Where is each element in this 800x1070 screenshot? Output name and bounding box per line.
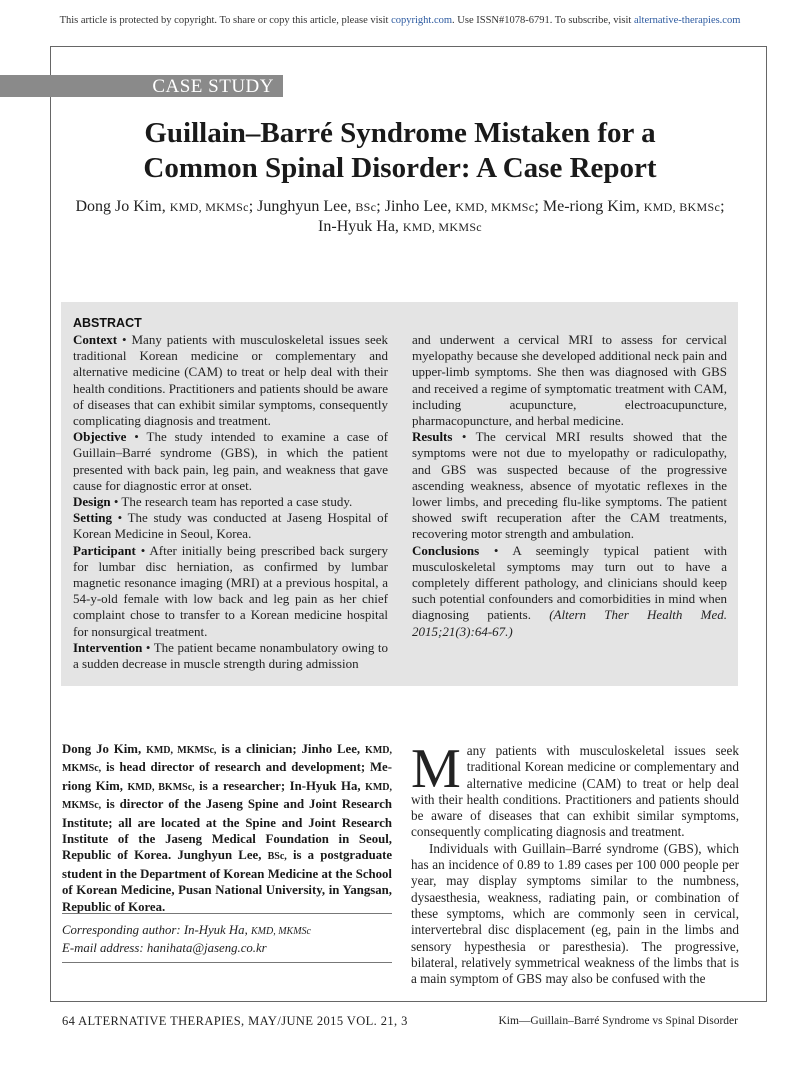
- bio-name: Jinho Lee,: [301, 742, 361, 756]
- bio-text: is a postgraduate student in the Department of Korean Medicine at the School of Korean Medicine, Pusan National University, in Yangsan, Republic of Korea.: [62, 848, 393, 914]
- text-results: The cervical MRI results showed that the symptoms were not due to myelopathy or radiculopathy, and GBS was suspected because of the progressive ascending weakness, absence of myotatic reflexes in the lower limbs, and preceding flu-like symptoms. The patient showed swift recuperation after the CAM treatments, recovering motor strength and ambulation.: [412, 429, 727, 542]
- subscribe-link[interactable]: alternative-therapies.com: [633, 15, 741, 26]
- notice-text-mid: . Use ISSN#1078-6791. To subscribe, visit: [452, 15, 634, 26]
- label-context: Context: [73, 332, 118, 347]
- author-degrees: KMD, MKMSc: [169, 200, 249, 214]
- article-title: [60, 116, 740, 186]
- bio-name: Dong Jo Kim,: [62, 742, 142, 756]
- bio-degrees: KMD, MKMSc,: [62, 745, 392, 775]
- bio-degrees: BSc,: [267, 851, 287, 863]
- text-design: The research team has reported a case study.: [121, 494, 353, 510]
- citation: (Altern Ther Health Med. 2015;21(3):64-67.): [412, 607, 727, 639]
- text-intervention-left: The patient became nonambulatory owing to a sudden decrease in muscle strength during admission: [73, 639, 388, 672]
- bio-degrees: KMD, MKMSc,: [62, 781, 393, 812]
- author-degrees: KMD, MKMSc: [402, 220, 482, 234]
- bio-degrees: KMD, BKMSc,: [127, 781, 195, 793]
- abstract-intervention-cont: and underwent a cervical MRI to assess for cervical myelopathy because she developed additional neck pain and upper-limb symptoms. She then was diagnosed with GBS and received a regime of symptomatic treatment with CAM, including acupuncture, electroacupuncture, pharmacopuncture, and herbal medicine.: [412, 332, 727, 429]
- title-line-2: Common Spinal Disorder: A Case Report: [143, 152, 657, 184]
- abstract-column-right: [412, 332, 727, 640]
- abstract-conclusions: Conclusions • A seemingly typical patient with musculoskeletal symptoms may turn out to have a completely different pathology, and clinicians should keep such potential confounders and comorbidities in mind when diagnosing patients. (Altern Ther Health Med. 2015;21(3):64-67.): [412, 542, 727, 639]
- author-degrees: KMD, MKMSc: [455, 200, 535, 214]
- abstract-objective: Objective • The study intended to examine a case of Guillain–Barré syndrome (GBS), in which the patient presented with back pain, leg pain, and weakness that gave cause for diagnostic error at onset.: [73, 429, 388, 493]
- bio-name: Junghyun Lee,: [177, 848, 262, 863]
- footer-running-title: Kim—Guillain–Barré Syndrome vs Spinal Disorder: [498, 1015, 738, 1027]
- abstract-design: Design • The research team has reported a case study.: [73, 494, 353, 510]
- author-separator: ;: [720, 198, 725, 215]
- bio-text: is head director of research and development;: [106, 760, 366, 775]
- notice-text: This article is protected by copyright. To share or copy this article, please visit: [59, 15, 392, 26]
- footer-journal: 64 ALTERNATIVE THERAPIES, MAY/JUNE 2015 VOL. 21, 3: [62, 1014, 408, 1028]
- abstract-context: Context • Many patients with musculoskeletal issues seek traditional Korean medicine or complementary and alternative medicine (CAM) to treat or help deal with their health conditions. Practitioners and patients should be aware of diseases that can exhibit similar symptoms, consequently complicating diagnosis and treatment.: [73, 332, 388, 429]
- author-name: Jinho Lee,: [384, 198, 452, 215]
- text-participant: After initially being prescribed back surgery for lumbar disc herniation, as confirmed by lumbar magnetic resonance imaging (MRI) at a previous hospital, a 54-y-old female with low back and leg pain as her chief complaint chose to transfer to a Korean medicine hospital for nonsurgical treatment.: [73, 542, 388, 639]
- copyright-link[interactable]: copyright.com: [391, 15, 453, 26]
- author-name: Junghyun Lee,: [257, 198, 352, 215]
- author-degrees: KMD, BKMSc: [643, 200, 721, 214]
- corresponding-degrees: KMD, MKMSc: [250, 926, 311, 937]
- text-context: Many patients with musculoskeletal issues seek traditional Korean medicine or complementary and alternative medicine (CAM) to treat or help deal with their health conditions. Practitioners and patients should be aware of diseases that can exhibit similar symptoms, consequently complicating diagnosis and treatment.: [73, 332, 388, 429]
- paragraph-text: any patients with musculoskeletal issues seek traditional Korean medicine or complementary and alternative medicine (CAM) to treat or help deal with their health conditions. Practitioners and patients should be aware of diseases that can exhibit similar symptoms, consequently complicating diagnosis and treatment.: [411, 743, 739, 840]
- bio-text: is a researcher;: [199, 778, 286, 793]
- bio-text: is director of the Jaseng Spine and Joint Research Institute; all are located at the Spine and Joint Research Institute of the Jaseng Medical Foundation in Seoul, Republic of Korea.: [62, 797, 392, 863]
- bio-text: is a clinician;: [221, 742, 297, 756]
- divider-top: [62, 913, 392, 914]
- drop-cap: M: [411, 738, 461, 800]
- author-name: In-Hyuk Ha,: [318, 218, 399, 235]
- correspondence: [62, 922, 392, 956]
- title-line-1: Guillain–Barré Syndrome Mistaken for a: [144, 117, 656, 149]
- author-list: [55, 197, 745, 237]
- author-separator: ;: [248, 198, 254, 215]
- corresponding-author: Corresponding author: In-Hyuk Ha,: [62, 923, 248, 937]
- label-participant: Participant: [73, 542, 136, 558]
- abstract-setting: Setting • The study was conducted at Jaseng Hospital of Korean Medicine in Seoul, Korea.: [73, 510, 388, 542]
- copyright-notice: [0, 15, 800, 26]
- abstract-column-left: [73, 332, 388, 672]
- bio-degrees: KMD, MKMSc,: [146, 745, 217, 756]
- label-objective: Objective: [73, 429, 127, 445]
- label-design: Design: [73, 494, 111, 510]
- bio-name: Me-riong Kim,: [62, 760, 392, 793]
- author-name: Me-riong Kim,: [542, 198, 640, 215]
- text-setting: The study was conducted at Jaseng Hospital of Korean Medicine in Seoul, Korea.: [73, 510, 388, 542]
- text-objective: The study intended to examine a case of Guillain–Barré syndrome (GBS), in which the patient presented with back pain, leg pain, and weakness that gave cause for diagnostic error at onset.: [73, 429, 388, 493]
- abstract-participant: Participant • After initially being prescribed back surgery for lumbar disc herniation, as confirmed by lumbar magnetic resonance imaging (MRI) at a previous hospital, a 54-y-old female with low back and leg pain as her chief complaint chose to transfer to a Korean medicine hospital for nonsurgical treatment.: [73, 542, 388, 639]
- abstract-results: Results • The cervical MRI results showed that the symptoms were not due to myelopathy or radiculopathy, and GBS was suspected because of the progressive ascending weakness, absence of myotatic reflexes in the lower limbs, and preceding flu-like symptoms. The patient showed swift recuperation after the CAM treatments, recovering motor strength and ambulation.: [412, 429, 727, 542]
- body-paragraph-1: [411, 738, 739, 841]
- bio-name: In-Hyuk Ha,: [289, 778, 361, 793]
- section-tag: CASE STUDY: [0, 75, 283, 97]
- label-results: Results: [412, 429, 453, 445]
- abstract-heading: ABSTRACT: [73, 316, 142, 330]
- author-separator: ;: [534, 198, 539, 215]
- divider-bottom: [62, 962, 392, 963]
- label-setting: Setting: [73, 510, 112, 526]
- author-name: Dong Jo Kim,: [75, 198, 166, 215]
- label-conclusions: Conclusions: [412, 542, 480, 558]
- label-intervention: Intervention: [73, 639, 143, 655]
- author-bio: [62, 741, 392, 915]
- email-label: E-mail address:: [62, 941, 147, 955]
- body-paragraph-2: Individuals with Guillain–Barré syndrome (GBS), which has an incidence of 0.89 to 1.89 cases per 100 000 people per year, may display symptoms similar to the numbness, dysaesthesia, weakness, radiating pain, or combination of these symptoms, which are commonly seen in cervical, intervertebral disc displacement (eg, pain in the limbs and sensory hypesthesia or paresthesia). The progressive, bilateral, relatively symmetrical weakness of the limbs that is a main symptom of GBS may also be confused with the: [411, 840, 739, 987]
- abstract-box: [61, 302, 738, 686]
- text-conclusions: A seemingly typical patient with musculoskeletal symptoms may turn out to have a completely different pathology, and clinicians should keep such potential confounders and comorbidities in mind when diagnosing patients.: [412, 542, 727, 623]
- author-degrees: BSc: [355, 200, 377, 214]
- body-text: [411, 738, 739, 987]
- author-separator: ;: [376, 198, 381, 215]
- email-link[interactable]: hanihata@jaseng.co.kr: [146, 941, 267, 955]
- abstract-intervention: Intervention • The patient became nonambulatory owing to a sudden decrease in muscle strength during admission: [73, 639, 388, 672]
